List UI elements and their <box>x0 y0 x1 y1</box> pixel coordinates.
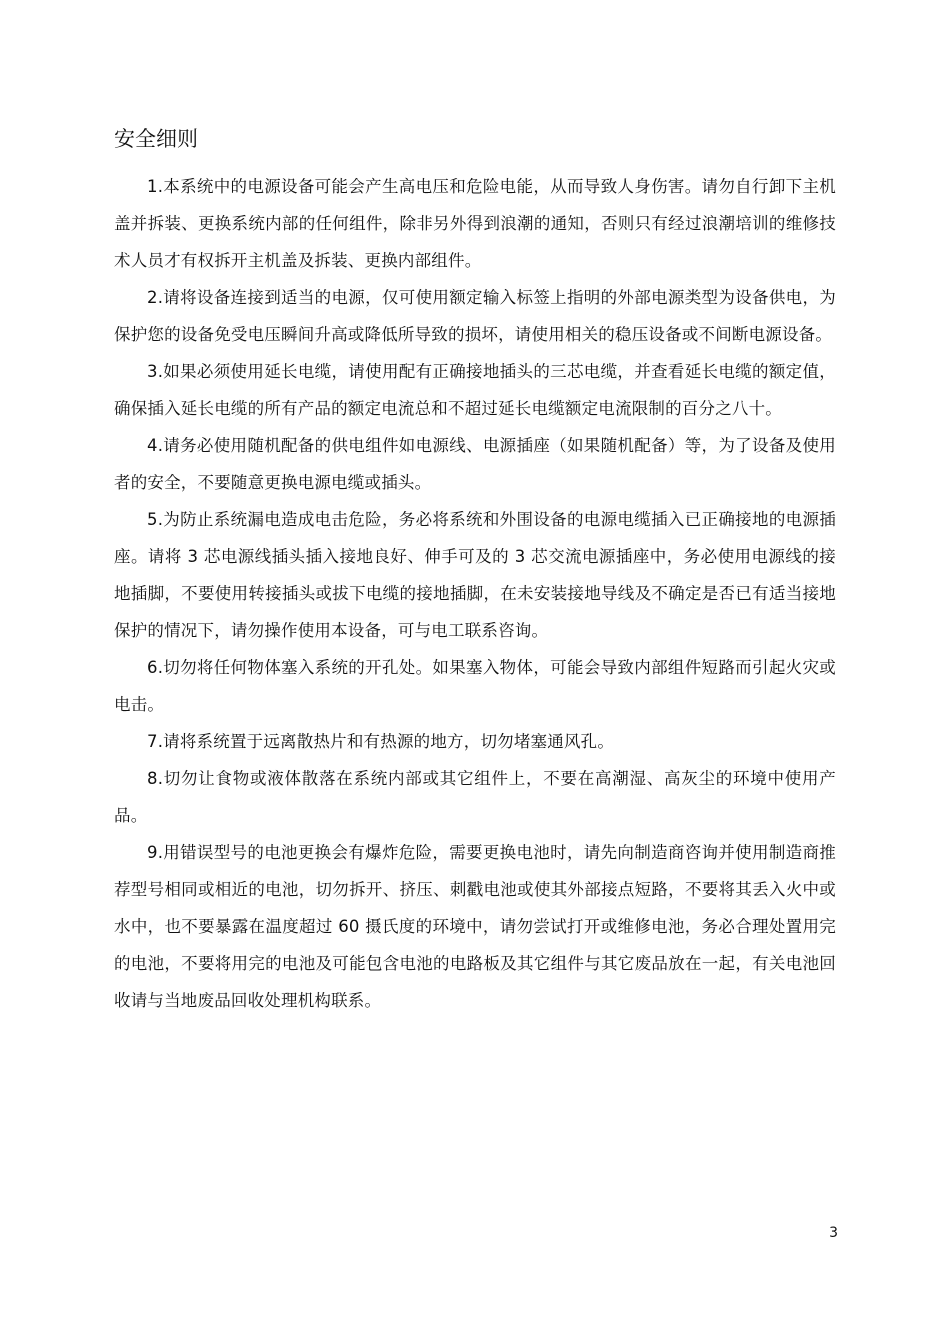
safety-rule-5: 5.为防止系统漏电造成电击危险，务必将系统和外围设备的电源电缆插入已正确接地的电源插座。请将 3 芯电源线插头插入接地良好、伸手可及的 3 芯交流电源插座中，务必使用电源线的接地插脚，不要使用转接插头或拔下电缆的接地插脚，在未安装接地导线及不确定是否已有适当接地保护的情况下，请勿操作使用本设备，可与电工联系咨询。 <box>114 510 836 640</box>
safety-rule-4: 4.请务必使用随机配备的供电组件如电源线、电源插座（如果随机配备）等，为了设备及使用者的安全，不要随意更换电源电缆或插头。 <box>114 436 836 492</box>
safety-rules-body <box>114 168 836 1019</box>
safety-rule-7: 7.请将系统置于远离散热片和有热源的地方，切勿堵塞通风孔。 <box>147 732 615 751</box>
safety-rule-6: 6.切勿将任何物体塞入系统的开孔处。如果塞入物体，可能会导致内部组件短路而引起火灾或电击。 <box>114 658 836 714</box>
page-number: 3 <box>829 1225 838 1241</box>
page-title: 安全细则 <box>114 127 198 151</box>
safety-rule-2: 2.请将设备连接到适当的电源，仅可使用额定输入标签上指明的外部电源类型为设备供电，为保护您的设备免受电压瞬间升高或降低所导致的损坏，请使用相关的稳压设备或不间断电源设备。 <box>114 288 836 344</box>
safety-rule-3: 3.如果必须使用延长电缆，请使用配有正确接地插头的三芯电缆，并查看延长电缆的额定值，确保插入延长电缆的所有产品的额定电流总和不超过延长电缆额定电流限制的百分之八十。 <box>114 362 836 418</box>
safety-rule-9: 9.用错误型号的电池更换会有爆炸危险，需要更换电池时，请先向制造商咨询并使用制造商推荐型号相同或相近的电池，切勿拆开、挤压、刺戳电池或使其外部接点短路，不要将其丢入火中或水中，也不要暴露在温度超过 60 摄氏度的环境中，请勿尝试打开或维修电池，务必合理处置用完的电池，不要将用完的电池及可能包含电池的电路板及其它组件与其它废品放在一起，有关电池回收请与当地废品回收处理机构联系。 <box>114 843 836 1010</box>
safety-rule-1: 1.本系统中的电源设备可能会产生高电压和危险电能，从而导致人身伤害。请勿自行卸下主机盖并拆装、更换系统内部的任何组件，除非另外得到浪潮的通知，否则只有经过浪潮培训的维修技术人员才有权拆开主机盖及拆装、更换内部组件。 <box>114 177 836 270</box>
safety-rule-8: 8.切勿让食物或液体散落在系统内部或其它组件上，不要在高潮湿、高灰尘的环境中使用产品。 <box>114 769 836 825</box>
